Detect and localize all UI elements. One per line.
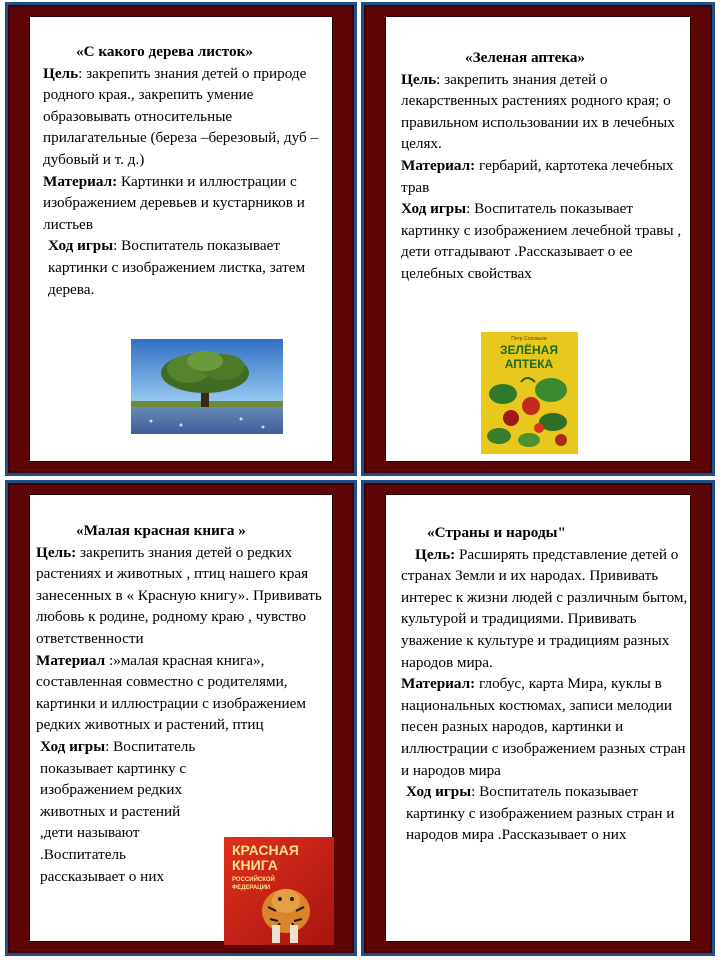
book-title-line2: АПТЕКА <box>504 357 554 371</box>
goal-text: Расширять представление детей о странах Земли и их народах. Прививать интерес к жизни людей с различным бытом, культурой и традициями. Прививать уважение к культуре и традициям разных народов мира. <box>401 545 688 671</box>
book-subtitle-line1: РОССИЙСКОЙ <box>232 877 275 883</box>
game-label: Ход игры <box>401 200 467 218</box>
material-label: Материал <box>36 651 106 669</box>
game-label: Ход игры <box>48 237 114 255</box>
goal-text: закрепить знания детей о редких растениях и животных , птиц нашего края занесенных в « Красную книгу». Прививать любовь к родине, родному краю , чувство ответственности <box>36 543 322 647</box>
game-paragraph <box>401 781 691 846</box>
goal-label: Цель <box>401 70 437 88</box>
goal-text: : закрепить знания детей о лекарственных растениях родного края; о правильном использовании их в лечебных целях. <box>401 70 675 153</box>
game-paragraph <box>401 198 686 284</box>
book-subtitle-line2: ФЕДЕРАЦИИ <box>232 885 271 891</box>
tree-photo <box>131 339 283 434</box>
card-text <box>43 41 325 300</box>
green-pharmacy-book-cover <box>481 332 578 454</box>
game-label: Ход игры <box>406 783 472 801</box>
goal-label: Цель: <box>415 545 456 563</box>
goal-label: Цель: <box>36 543 77 561</box>
game-card-red-book <box>5 480 357 956</box>
goal-paragraph <box>43 63 325 171</box>
game-text: : Воспитатель показывает картинку с изображением разных стран и народов мира .Рассказывает о них <box>406 783 675 844</box>
goal-paragraph <box>401 69 686 155</box>
material-paragraph <box>401 155 686 198</box>
material-paragraph <box>401 673 691 781</box>
goal-label: Цель <box>43 64 79 82</box>
card-title: «Зеленая аптека» <box>465 49 586 66</box>
card-content <box>386 17 690 461</box>
goal-text: : закрепить знания детей о природе родного края., закрепить умение образовывать относительные прилагательные (береза –березовый, дуб – дубовый и т. д.) <box>43 64 319 168</box>
goal-paragraph <box>36 542 332 650</box>
material-text: гербарий, картотека лечебных трав <box>401 156 674 196</box>
game-label: Ход игры <box>40 737 106 755</box>
material-text: Картинки и иллюстрации с изображением деревьев и кустарников и листьев <box>43 172 305 233</box>
book-title-line1: КРАСНАЯ <box>232 842 299 858</box>
material-paragraph <box>43 171 325 236</box>
game-card-tree-leaf <box>5 2 357 476</box>
material-label: Материал: <box>401 675 476 693</box>
goal-paragraph <box>401 544 691 674</box>
card-title: «Малая красная книга » <box>76 522 246 539</box>
card-content <box>30 495 332 941</box>
card-text <box>401 47 686 285</box>
game-card-green-pharmacy <box>361 2 715 476</box>
material-text: глобус, карта Мира, куклы в национальных костюмах, записи мелодии песен разных народов, картинки и иллюстрации с изображением разных стран и народов мира <box>401 675 686 779</box>
game-paragraph <box>36 736 210 887</box>
game-card-countries-peoples <box>361 480 715 956</box>
book-title-line2: КНИГА <box>232 857 278 873</box>
card-content <box>30 17 332 461</box>
card-content <box>386 495 690 941</box>
material-paragraph <box>36 650 332 736</box>
material-label: Материал: <box>401 156 476 174</box>
card-text <box>401 522 691 846</box>
red-book-cover <box>224 837 334 945</box>
material-text: :»малая красная книга», составленная совместно с родителями, картинки и иллюстрации с изображением редких животных и растений, птиц <box>36 651 306 734</box>
material-label: Материал: <box>43 172 118 190</box>
game-text: : Воспитатель показывает картинку с изображением редких животных и растений ,дети называют .Воспитатель рассказывает о них <box>40 737 196 885</box>
game-text: : Воспитатель показывает картинки с изображением листка, затем дерева. <box>48 237 306 298</box>
game-paragraph <box>43 235 325 300</box>
book-author: Петр Соловьев <box>511 336 547 342</box>
card-title: «Страны и народы" <box>427 524 566 541</box>
card-title: «С какого дерева листок» <box>76 43 253 60</box>
card-text <box>36 520 332 887</box>
book-title-line1: ЗЕЛЁНАЯ <box>500 343 558 357</box>
game-text: : Воспитатель показывает картинку с изображением лечебной травы , дети отгадывают .Рассказывает о ее целебных свойствах <box>401 200 682 282</box>
